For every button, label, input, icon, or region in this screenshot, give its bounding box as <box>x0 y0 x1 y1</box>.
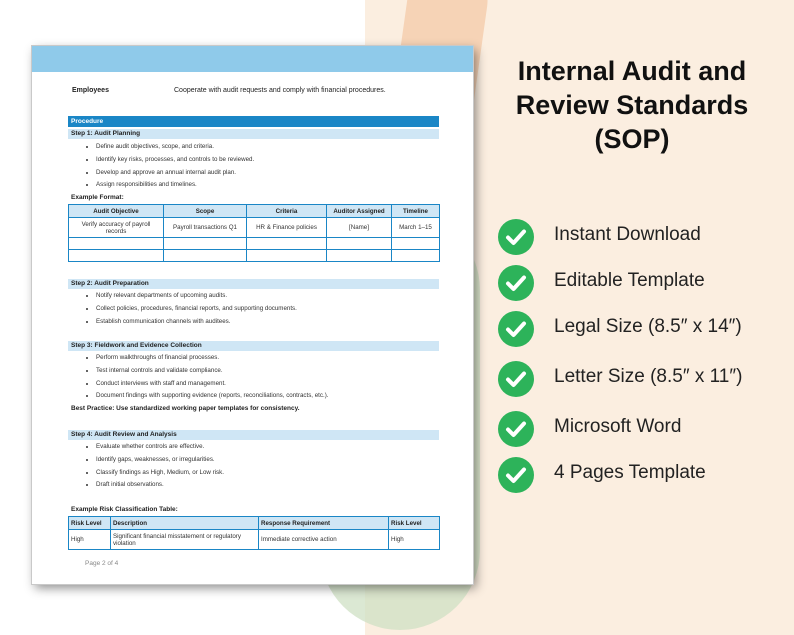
check-icon <box>498 219 534 255</box>
table-header: Risk Level <box>69 517 111 530</box>
table-header: Response Requirement <box>259 517 389 530</box>
list-item: • Classify findings as High, Medium, or Low risk. <box>96 467 224 480</box>
list-item: • Develop and approve an annual internal audit plan. <box>96 167 254 180</box>
feature-label: Letter Size (8.5″ x 11″) <box>554 366 743 387</box>
feature-item <box>498 311 788 347</box>
table-header: Auditor Assigned <box>327 205 392 218</box>
feature-item <box>498 361 788 397</box>
employees-role: Employees <box>72 87 109 94</box>
title-line: (SOP) <box>594 124 670 154</box>
list-item: • Notify relevant departments of upcoming audits. <box>96 290 297 303</box>
feature-label: Editable Template <box>554 270 705 291</box>
list-item: • Define audit objectives, scope, and criteria. <box>96 141 254 154</box>
product-title <box>482 54 782 156</box>
step1-bullets <box>84 141 254 192</box>
document-preview <box>32 46 473 584</box>
table-row <box>69 218 440 238</box>
table-cell: Payroll transactions Q1 <box>164 218 247 238</box>
step2-heading: Step 2: Audit Preparation <box>68 279 439 289</box>
risk-table-label: Example Risk Classification Table: <box>71 506 178 513</box>
table-header: Risk Level <box>389 517 440 530</box>
table-header: Timeline <box>392 205 440 218</box>
table-header: Scope <box>164 205 247 218</box>
feature-item <box>498 411 788 447</box>
list-item: • Document findings with supporting evidence (reports, reconciliations, contracts, etc.). <box>96 390 329 403</box>
check-icon <box>498 411 534 447</box>
table-cell: Immediate corrective action <box>259 530 389 550</box>
page-number: Page 2 of 4 <box>85 560 119 567</box>
step4-heading: Step 4: Audit Review and Analysis <box>68 430 439 440</box>
list-item: • Conduct interviews with staff and management. <box>96 378 329 391</box>
title-line: Internal Audit and <box>517 56 747 86</box>
list-item: • Evaluate whether controls are effective. <box>96 441 224 454</box>
table-header-row <box>69 205 440 218</box>
table-row <box>69 530 440 550</box>
step3-heading: Step 3: Fieldwork and Evidence Collection <box>68 341 439 351</box>
check-icon <box>498 265 534 301</box>
audit-plan-table <box>68 204 440 262</box>
table-header: Description <box>111 517 259 530</box>
table-cell: [Name] <box>327 218 392 238</box>
list-item: • Establish communication channels with auditees. <box>96 316 297 329</box>
feature-item <box>498 265 788 301</box>
list-item: • Draft initial observations. <box>96 479 224 492</box>
feature-item <box>498 219 788 255</box>
table-cell: High <box>69 530 111 550</box>
table-cell: Significant financial misstatement or regulatory violation <box>111 530 259 550</box>
step3-bullets <box>84 352 329 403</box>
table-row-empty <box>69 250 440 262</box>
check-icon <box>498 361 534 397</box>
list-item: • Identify key risks, processes, and controls to be reviewed. <box>96 154 254 167</box>
table-header: Audit Objective <box>69 205 164 218</box>
table-header-row <box>69 517 440 530</box>
step1-heading: Step 1: Audit Planning <box>68 129 439 139</box>
list-item: • Perform walkthroughs of financial processes. <box>96 352 329 365</box>
step4-bullets <box>84 441 224 492</box>
table-cell: HR & Finance policies <box>247 218 327 238</box>
title-line: Review Standards <box>515 90 749 120</box>
best-practice-note: Best Practice: Use standardized working paper templates for consistency. <box>71 405 300 412</box>
employees-responsibility: Cooperate with audit requests and comply with financial procedures. <box>174 87 386 94</box>
feature-label: Microsoft Word <box>554 416 682 437</box>
list-item: • Test internal controls and validate compliance. <box>96 365 329 378</box>
example-format-label: Example Format: <box>71 194 124 201</box>
feature-label: Instant Download <box>554 224 701 245</box>
check-icon <box>498 311 534 347</box>
table-cell: Verify accuracy of payroll records <box>69 218 164 238</box>
risk-classification-table <box>68 516 440 550</box>
list-item: • Identify gaps, weaknesses, or irregularities. <box>96 454 224 467</box>
table-row-empty <box>69 238 440 250</box>
procedure-heading: Procedure <box>68 116 439 127</box>
list-item: • Collect policies, procedures, financial reports, and supporting documents. <box>96 303 297 316</box>
table-cell: March 1–15 <box>392 218 440 238</box>
table-header: Criteria <box>247 205 327 218</box>
check-icon <box>498 457 534 493</box>
table-cell: High <box>389 530 440 550</box>
list-item: • Assign responsibilities and timelines. <box>96 179 254 192</box>
feature-label: 4 Pages Template <box>554 462 706 483</box>
feature-label: Legal Size (8.5″ x 14″) <box>554 316 742 337</box>
document-header-bar <box>32 46 473 72</box>
feature-item <box>498 457 788 493</box>
step2-bullets <box>84 290 297 328</box>
